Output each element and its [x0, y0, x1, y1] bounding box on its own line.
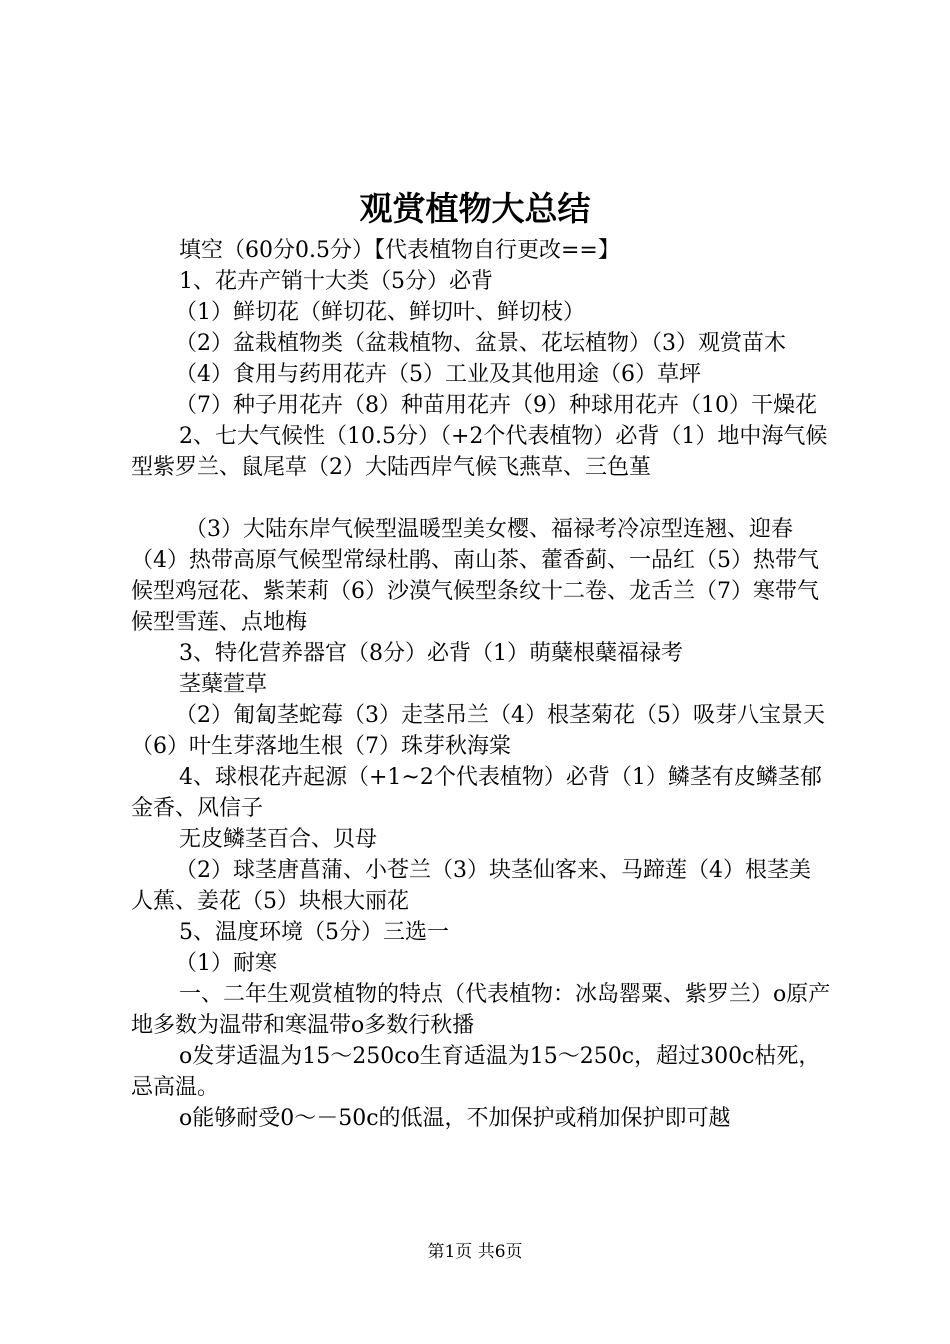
paragraph-item: o发芽适温为15～250co生育适温为15～250c，超过300c枯死，忌高温。 — [131, 1044, 821, 1100]
paragraph-gap — [131, 483, 831, 514]
paragraph-item: （7）种子用花卉（8）种苗用花卉（9）种球用花卉（10）干燥花 — [175, 393, 817, 418]
paragraph-item: （3）大陆东岸气候型温暖型美女樱、福禄考冷凉型连翘、迎春（4）热带高原气候型常绿杜鹃、南山茶、藿香蓟、一品红（5）热带气候型鸡冠花、紫茉莉（6）沙漠气候型条纹十二卷、龙舌兰（7）寒带气候型雪莲、点地梅 — [131, 517, 819, 635]
paragraph-item: （2）球茎唐菖蒲、小苍兰（3）块茎仙客来、马蹄莲（4）根茎美人蕉、姜花（5）块根大丽花 — [131, 858, 811, 914]
paragraph-section-3: 3、特化营养器官（8分）必背（1）萌蘖根蘖福禄考 — [179, 641, 683, 666]
paragraph-item: （1）鲜切花（鲜切花、鲜切叶、鲜切枝） — [175, 300, 585, 325]
paragraph-fill-blank: 填空（60分0.5分）【代表植物自行更改==】 — [179, 238, 620, 263]
document-title: 观赏植物大总结 — [359, 189, 591, 228]
paragraph-item: 无皮鳞茎百合、贝母 — [179, 827, 378, 852]
paragraph-section-2: 2、七大气候性（10.5分）（+2个代表植物）必背（1）地中海气候型紫罗兰、鼠尾草（2）大陆西岸气候飞燕草、三色堇 — [131, 424, 828, 480]
paragraph-section-4: 4、球根花卉起源（+1~2个代表植物）必背（1）鳞茎有皮鳞茎郁金香、风信子 — [131, 765, 822, 821]
paragraph-section-1: 1、花卉产销十大类（5分）必背 — [179, 269, 493, 294]
paragraph-section-5: 5、温度环境（5分）三选一 — [179, 920, 449, 945]
paragraph-item: 茎蘖萱草 — [179, 672, 268, 697]
paragraph-item: （1）耐寒 — [175, 951, 277, 976]
page-footer: 第1页 共6页 — [427, 1242, 523, 1262]
document-body — [131, 235, 831, 1134]
paragraph-item: （2）匍匐茎蛇莓（3）走茎吊兰（4）根茎菊花（5）吸芽八宝景天（6）叶生芽落地生根（7）珠芽秋海棠 — [131, 703, 825, 759]
paragraph-item: o能够耐受0～－50c的低温，不加保护或稍加保护即可越 — [179, 1106, 731, 1131]
paragraph-item: （2）盆栽植物类（盆栽植物、盆景、花坛植物）（3）观赏苗木 — [175, 331, 786, 356]
paragraph-item: 一、二年生观赏植物的特点（代表植物：冰岛罂粟、紫罗兰）o原产地多数为温带和寒温带o多数行秋播 — [131, 982, 831, 1038]
paragraph-item: （4）食用与药用花卉（5）工业及其他用途（6）草坪 — [175, 362, 701, 387]
